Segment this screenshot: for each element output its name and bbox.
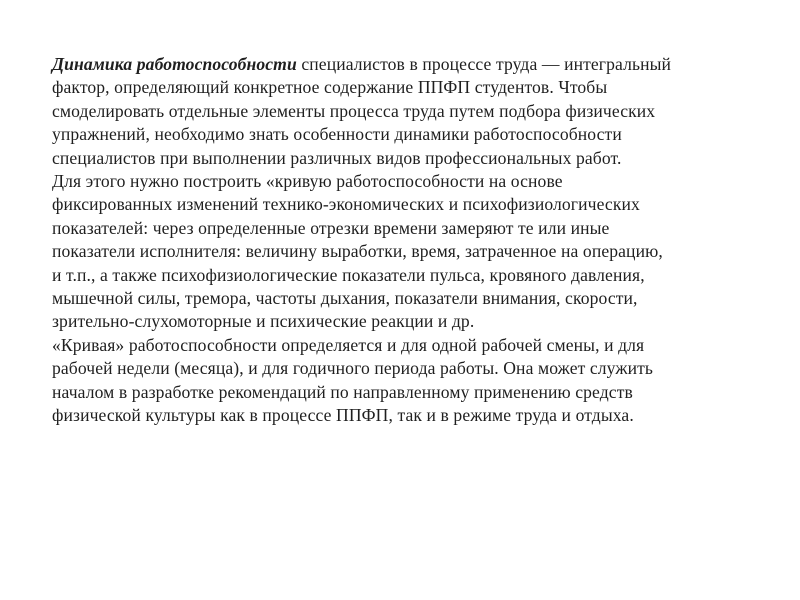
paragraph-1-text: специалистов в процессе труда — интегральный xyxy=(296,54,672,74)
paragraph-3-line: рабочей недели (месяца), и для годичного периода работы. Она может служить xyxy=(52,358,654,379)
paragraph-3-line: «Кривая» работоспособности определяется и для одной рабочей смены, и для xyxy=(52,334,645,355)
paragraph-2-line: показателей: через определенные отрезки времени замеряют те или иные xyxy=(52,217,610,238)
paragraph-3-line: физической культуры как в процессе ППФП, так и в режиме труда и отдыха. xyxy=(52,405,634,426)
paragraph-2-line: и т.п., а также психофизиологические показатели пульса, кровяного давления, xyxy=(52,264,645,285)
paragraph-1-line: специалистов при выполнении различных видов профессиональных работ. xyxy=(52,147,622,168)
emphasized-term: Динамика работоспособности xyxy=(52,54,297,74)
paragraph-2-line: фиксированных изменений технико-экономических и психофизиологических xyxy=(52,194,640,215)
paragraph-1-line: упражнений, необходимо знать особенности динамики работоспособности xyxy=(52,124,622,145)
paragraph-3-line: началом в разработке рекомендаций по направленному применению средств xyxy=(52,381,633,402)
slide-text xyxy=(52,53,762,428)
paragraph-2-line: Для этого нужно построить «кривую работоспособности на основе xyxy=(52,171,563,192)
paragraph-1-line: фактор, определяющий конкретное содержание ППФП студентов. Чтобы xyxy=(52,77,608,98)
paragraph-2-line: мышечной силы, тремора, частоты дыхания, показатели внимания, скорости, xyxy=(52,288,638,309)
paragraph-2-line: показатели исполнителя: величину выработки, время, затраченное на операцию, xyxy=(52,241,663,262)
paragraph-1-line: смоделировать отдельные элементы процесса труда путем подбора физических xyxy=(52,100,656,121)
paragraph-1-line-1 xyxy=(52,53,762,76)
paragraph-2-line: зрительно-слухомоторные и психические реакции и др. xyxy=(52,311,475,332)
